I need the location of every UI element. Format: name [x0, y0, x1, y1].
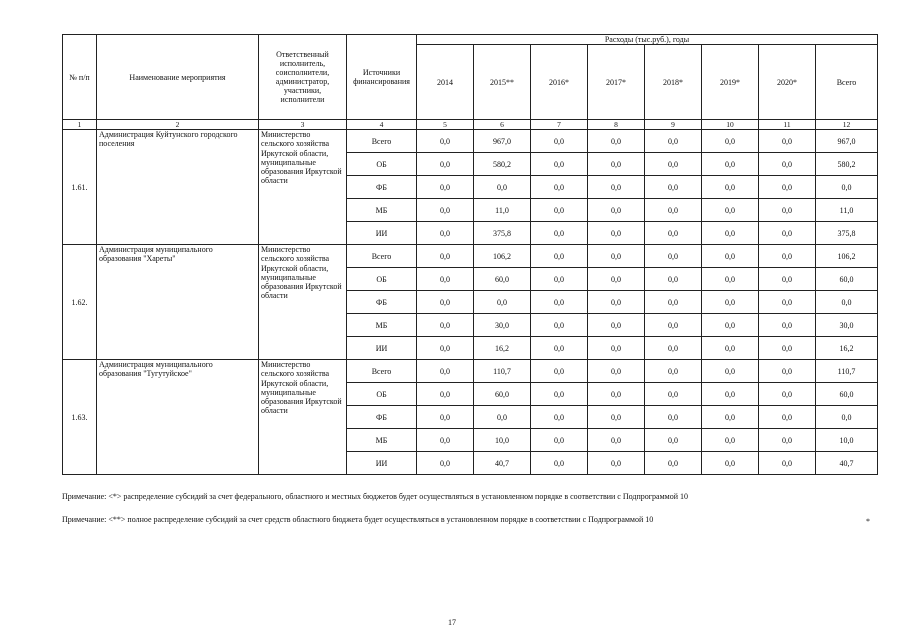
- year-value: 0,0: [588, 199, 645, 222]
- year-value: 0,0: [702, 176, 759, 199]
- year-value: 0,0: [759, 452, 816, 475]
- year-value: 10,0: [474, 429, 531, 452]
- year-value: 0,0: [531, 337, 588, 360]
- year-value: 0,0: [702, 130, 759, 153]
- year-value: 0,0: [645, 176, 702, 199]
- header-row-numbers: [63, 120, 878, 130]
- funding-source: ФБ: [347, 406, 417, 429]
- header-row-1: [63, 35, 878, 45]
- year-value: 0,0: [531, 268, 588, 291]
- column-number: 7: [531, 120, 588, 130]
- budget-table: [62, 34, 878, 475]
- year-value: 0,0: [702, 360, 759, 383]
- year-value: 0,0: [645, 360, 702, 383]
- year-value: 0,0: [702, 429, 759, 452]
- item-executor: Министерство сельского хозяйства Иркутской области, муниципальные образования Иркутской области: [259, 130, 347, 245]
- year-value: 0,0: [474, 406, 531, 429]
- year-value: 106,2: [474, 245, 531, 268]
- year-value: 0,0: [588, 222, 645, 245]
- col-header-year: 2015**: [474, 45, 531, 120]
- year-value: 0,0: [531, 176, 588, 199]
- column-number: 3: [259, 120, 347, 130]
- note-1: Примечание: <*> распределение субсидий за счет федерального, областного и местных бюджетов будет осуществляться в установленном порядке в соответствии с Подпрограммой 10: [62, 492, 688, 501]
- col-header-expenses: Расходы (тыс.руб.), годы: [417, 35, 878, 45]
- year-value: 0,0: [759, 199, 816, 222]
- funding-source: Всего: [347, 245, 417, 268]
- total-value: 11,0: [816, 199, 878, 222]
- year-value: 0,0: [417, 153, 474, 176]
- year-value: 60,0: [474, 383, 531, 406]
- funding-source: ИИ: [347, 337, 417, 360]
- note-2: Примечание: <**> полное распределение субсидий за счет средств областного бюджета будет осуществляться в установленном порядке в соответствии с Подпрограммой 10: [62, 515, 654, 524]
- year-value: 0,0: [588, 314, 645, 337]
- year-value: 0,0: [588, 268, 645, 291]
- year-value: 0,0: [474, 291, 531, 314]
- column-number: 12: [816, 120, 878, 130]
- year-value: 0,0: [588, 130, 645, 153]
- year-value: 0,0: [531, 245, 588, 268]
- funding-source: МБ: [347, 199, 417, 222]
- year-value: 0,0: [645, 130, 702, 153]
- year-value: 0,0: [645, 222, 702, 245]
- total-value: 110,7: [816, 360, 878, 383]
- year-value: 40,7: [474, 452, 531, 475]
- year-value: 0,0: [759, 245, 816, 268]
- year-value: 580,2: [474, 153, 531, 176]
- total-value: 30,0: [816, 314, 878, 337]
- year-value: 16,2: [474, 337, 531, 360]
- year-value: 0,0: [531, 314, 588, 337]
- year-value: 11,0: [474, 199, 531, 222]
- year-value: 0,0: [645, 268, 702, 291]
- year-value: 0,0: [588, 383, 645, 406]
- item-number: 1.61.: [63, 130, 97, 245]
- total-value: 106,2: [816, 245, 878, 268]
- total-value: 0,0: [816, 176, 878, 199]
- year-value: 0,0: [417, 130, 474, 153]
- item-number: 1.62.: [63, 245, 97, 360]
- year-value: 0,0: [645, 153, 702, 176]
- item-name: Администрация муниципального образования "Тугутуйское": [97, 360, 259, 475]
- year-value: 0,0: [588, 291, 645, 314]
- column-number: 11: [759, 120, 816, 130]
- year-value: 0,0: [531, 199, 588, 222]
- year-value: 0,0: [759, 429, 816, 452]
- year-value: 0,0: [759, 360, 816, 383]
- col-header-source: Источники финансирования: [347, 35, 417, 120]
- year-value: 0,0: [645, 314, 702, 337]
- funding-source: ИИ: [347, 222, 417, 245]
- year-value: 0,0: [702, 268, 759, 291]
- year-value: 0,0: [702, 291, 759, 314]
- year-value: 0,0: [417, 337, 474, 360]
- table-row: [63, 245, 878, 268]
- column-number: 5: [417, 120, 474, 130]
- year-value: 0,0: [759, 176, 816, 199]
- column-number: 8: [588, 120, 645, 130]
- year-value: 0,0: [645, 383, 702, 406]
- year-value: 0,0: [531, 429, 588, 452]
- stray-mark: *: [866, 517, 870, 526]
- year-value: 0,0: [759, 130, 816, 153]
- year-value: 0,0: [645, 452, 702, 475]
- year-value: 0,0: [531, 153, 588, 176]
- year-value: 0,0: [759, 222, 816, 245]
- funding-source: ОБ: [347, 383, 417, 406]
- year-value: 0,0: [531, 360, 588, 383]
- year-value: 0,0: [417, 383, 474, 406]
- column-number: 6: [474, 120, 531, 130]
- year-value: 0,0: [417, 406, 474, 429]
- year-value: 0,0: [702, 452, 759, 475]
- year-value: 0,0: [702, 406, 759, 429]
- year-value: 0,0: [759, 314, 816, 337]
- col-header-no: № п/п: [63, 35, 97, 120]
- col-header-year: 2016*: [531, 45, 588, 120]
- year-value: 0,0: [588, 452, 645, 475]
- funding-source: ОБ: [347, 268, 417, 291]
- total-value: 967,0: [816, 130, 878, 153]
- year-value: 0,0: [417, 452, 474, 475]
- year-value: 0,0: [702, 383, 759, 406]
- year-value: 0,0: [702, 337, 759, 360]
- year-value: 0,0: [417, 245, 474, 268]
- year-value: 0,0: [531, 291, 588, 314]
- year-value: 0,0: [702, 153, 759, 176]
- year-value: 967,0: [474, 130, 531, 153]
- year-value: 110,7: [474, 360, 531, 383]
- funding-source: МБ: [347, 314, 417, 337]
- total-value: 0,0: [816, 291, 878, 314]
- year-value: 0,0: [588, 360, 645, 383]
- budget-body: [63, 130, 878, 475]
- year-value: 0,0: [702, 199, 759, 222]
- year-value: 0,0: [645, 429, 702, 452]
- total-value: 60,0: [816, 383, 878, 406]
- item-name: Администрация муниципального образования "Хареты": [97, 245, 259, 360]
- year-value: 0,0: [531, 452, 588, 475]
- year-value: 0,0: [759, 337, 816, 360]
- year-value: 0,0: [417, 360, 474, 383]
- year-value: 0,0: [531, 406, 588, 429]
- year-value: 60,0: [474, 268, 531, 291]
- year-value: 0,0: [702, 222, 759, 245]
- total-value: 40,7: [816, 452, 878, 475]
- year-value: 0,0: [588, 153, 645, 176]
- funding-source: ИИ: [347, 452, 417, 475]
- column-number: 9: [645, 120, 702, 130]
- col-header-year: 2020*: [759, 45, 816, 120]
- table-row: [63, 130, 878, 153]
- item-executor: Министерство сельского хозяйства Иркутской области, муниципальные образования Иркутской области: [259, 360, 347, 475]
- table-row: [63, 360, 878, 383]
- year-value: 0,0: [417, 314, 474, 337]
- year-value: 0,0: [417, 291, 474, 314]
- year-value: 0,0: [474, 176, 531, 199]
- total-value: 60,0: [816, 268, 878, 291]
- item-number: 1.63.: [63, 360, 97, 475]
- col-header-year: 2017*: [588, 45, 645, 120]
- year-value: 0,0: [645, 337, 702, 360]
- year-value: 375,8: [474, 222, 531, 245]
- year-value: 30,0: [474, 314, 531, 337]
- year-value: 0,0: [588, 406, 645, 429]
- total-value: 580,2: [816, 153, 878, 176]
- funding-source: ФБ: [347, 291, 417, 314]
- col-header-name: Наименование мероприятия: [97, 35, 259, 120]
- year-value: 0,0: [417, 268, 474, 291]
- item-name: Администрация Куйтунского городского поселения: [97, 130, 259, 245]
- year-value: 0,0: [417, 176, 474, 199]
- total-value: 0,0: [816, 406, 878, 429]
- year-value: 0,0: [645, 245, 702, 268]
- year-value: 0,0: [588, 337, 645, 360]
- column-number: 1: [63, 120, 97, 130]
- year-value: 0,0: [588, 245, 645, 268]
- year-value: 0,0: [588, 429, 645, 452]
- funding-source: ОБ: [347, 153, 417, 176]
- funding-source: МБ: [347, 429, 417, 452]
- column-number: 10: [702, 120, 759, 130]
- col-header-total: Всего: [816, 45, 878, 120]
- col-header-year: 2018*: [645, 45, 702, 120]
- year-value: 0,0: [531, 222, 588, 245]
- funding-source: ФБ: [347, 176, 417, 199]
- year-value: 0,0: [645, 406, 702, 429]
- col-header-year: 2019*: [702, 45, 759, 120]
- year-value: 0,0: [702, 245, 759, 268]
- year-value: 0,0: [759, 383, 816, 406]
- year-value: 0,0: [702, 314, 759, 337]
- year-value: 0,0: [645, 291, 702, 314]
- year-value: 0,0: [759, 291, 816, 314]
- total-value: 375,8: [816, 222, 878, 245]
- year-value: 0,0: [645, 199, 702, 222]
- funding-source: Всего: [347, 130, 417, 153]
- year-value: 0,0: [417, 429, 474, 452]
- year-value: 0,0: [531, 383, 588, 406]
- year-value: 0,0: [759, 153, 816, 176]
- funding-source: Всего: [347, 360, 417, 383]
- year-value: 0,0: [759, 406, 816, 429]
- col-header-year: 2014: [417, 45, 474, 120]
- year-value: 0,0: [588, 176, 645, 199]
- year-value: 0,0: [417, 199, 474, 222]
- column-number: 2: [97, 120, 259, 130]
- total-value: 10,0: [816, 429, 878, 452]
- column-number: 4: [347, 120, 417, 130]
- col-header-executor: Ответственный исполнитель, соисполнители, администратор, участники, исполнители: [259, 35, 347, 120]
- year-value: 0,0: [417, 222, 474, 245]
- item-executor: Министерство сельского хозяйства Иркутской области, муниципальные образования Иркутской области: [259, 245, 347, 360]
- total-value: 16,2: [816, 337, 878, 360]
- page-number: 17: [448, 618, 456, 627]
- year-value: 0,0: [759, 268, 816, 291]
- year-value: 0,0: [531, 130, 588, 153]
